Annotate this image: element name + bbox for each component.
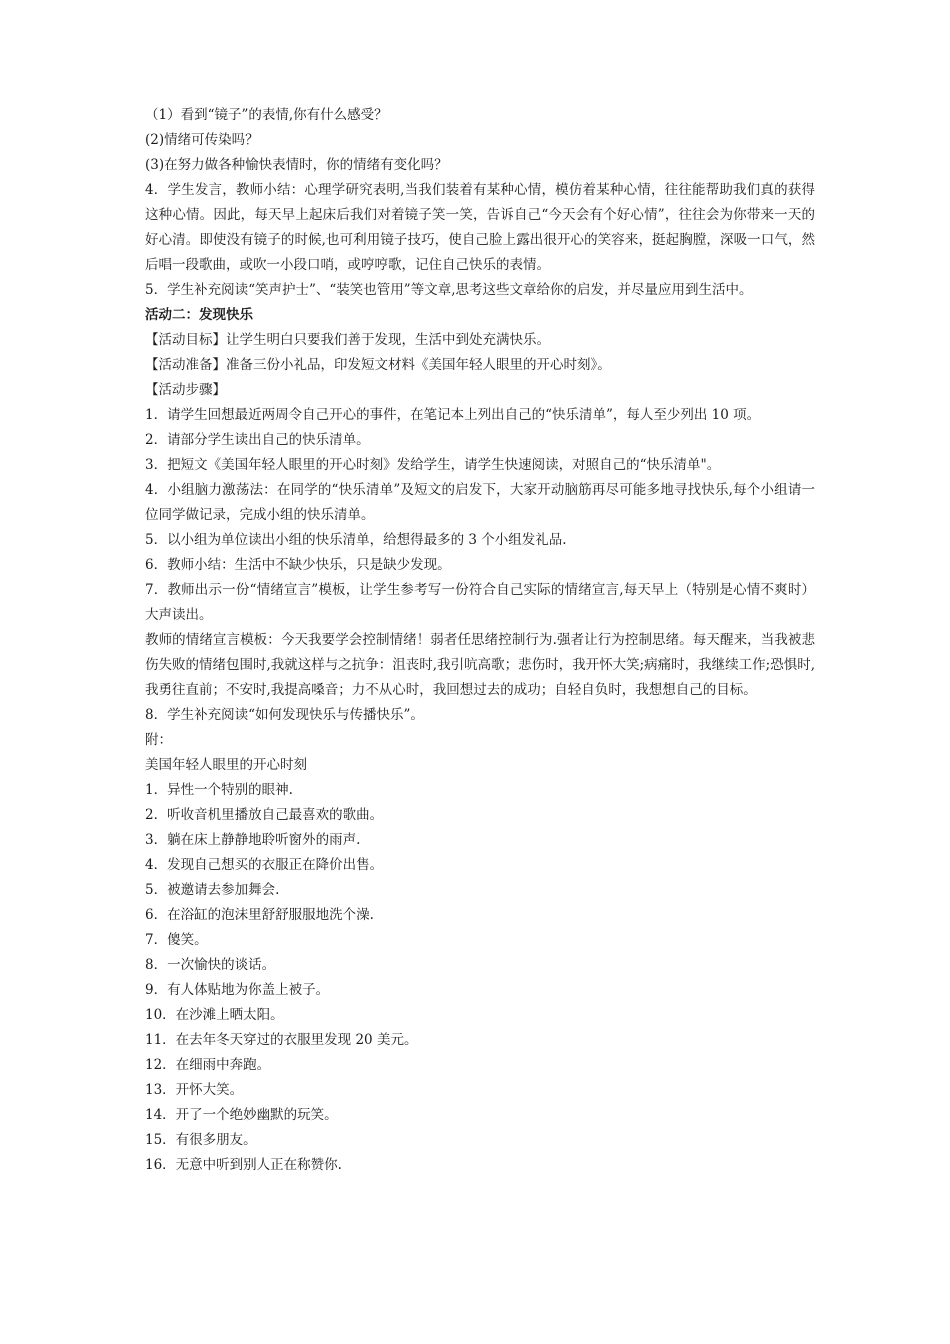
list-item: 12．在细雨中奔跑。 xyxy=(145,1057,271,1073)
list-item: 9．有人体贴地为你盖上被子。 xyxy=(145,982,330,998)
step-line: 1．请学生回想最近两周令自己开心的事件，在笔记本上列出自己的“快乐清单”，每人至少列出 10 项。 xyxy=(145,407,761,423)
question-line: （1）看到“镜子”的表情,你有什么感受？ xyxy=(145,107,388,123)
activity-steps-heading: 【活动步骤】 xyxy=(145,382,226,398)
step-paragraph: 4．小组脑力激荡法：在同学的“快乐清单”及短文的启发下，大家开动脑筋再尽可能多地寻找快乐,每个小组请一位同学做记录，完成小组的快乐清单。 xyxy=(145,482,815,523)
step-paragraph: 7．教师出示一份“情绪宣言”模板，让学生参考写一份符合自己实际的情绪宣言,每天早上（特别是心情不爽时）大声读出。 xyxy=(145,582,815,623)
list-item: 15．有很多朋友。 xyxy=(145,1132,257,1148)
list-item: 11．在去年冬天穿过的衣服里发现 20 美元。 xyxy=(145,1032,418,1048)
appendix-list xyxy=(145,778,815,1178)
step5-line: 5．学生补充阅读“笑声护士”、“装笑也管用”等文章,思考这些文章给你的启发，并尽量应用到生活中。 xyxy=(145,282,753,298)
list-item: 6．在浴缸的泡沫里舒舒服服地洗个澡. xyxy=(145,907,374,923)
template-paragraph: 教师的情绪宣言模板：今天我要学会控制情绪！弱者任思绪控制行为.强者让行为控制思绪。每天醒来，当我被悲伤失败的情绪包围时,我就这样与之抗争：沮丧时,我引吭高歌；悲伤时，我开怀大笑;病痛时，我继续工作;恐惧时,我勇往直前；不安时,我提高嗓音；力不从心时，我回想过去的成功；自轻自负时，我想想自己的目标。 xyxy=(145,632,815,698)
activity2-heading: 活动二：发现快乐 xyxy=(145,307,253,323)
step-line: 3．把短文《美国年轻人眼里的开心时刻》发给学生，请学生快速阅读，对照自己的“快乐清单"。 xyxy=(145,457,721,473)
appendix-label: 附： xyxy=(145,732,172,748)
activity-prep: 【活动准备】准备三份小礼品，印发短文材料《美国年轻人眼里的开心时刻》。 xyxy=(145,357,611,373)
list-item: 14．开了一个绝妙幽默的玩笑。 xyxy=(145,1107,338,1123)
list-item: 1．异性一个特别的眼神. xyxy=(145,782,293,798)
step4-paragraph: 4．学生发言，教师小结：心理学研究表明,当我们装着有某种心情，模仿着某种心情，往往能帮助我们真的获得这种心情。因此，每天早上起床后我们对着镜子笑一笑，告诉自己“今天会有个好心情”，往往会为你带来一天的好心清。即使没有镜子的时候,也可利用镜子技巧，使自己脸上露出很开心的笑容来，挺起胸膛，深吸一口气，然后唱一段歌曲，或吹一小段口哨，或哼哼歌，记住自己快乐的表情。 xyxy=(145,182,815,273)
step8-line: 8．学生补充阅读“如何发现快乐与传播快乐”。 xyxy=(145,707,424,723)
list-item: 3．躺在床上静静地聆听窗外的雨声. xyxy=(145,832,361,848)
question-line: (2)情绪可传染吗？ xyxy=(145,132,259,148)
step-line: 5．以小组为单位读出小组的快乐清单，给想得最多的 3 个小组发礼品. xyxy=(145,532,567,548)
activity-goal: 【活动目标】让学生明白只要我们善于发现，生活中到处充满快乐。 xyxy=(145,332,550,348)
list-item: 4．发现自己想买的衣服正在降价出售。 xyxy=(145,857,384,873)
step-line: 2．请部分学生读出自己的快乐清单。 xyxy=(145,432,370,448)
list-item: 7．傻笑。 xyxy=(145,932,208,948)
list-item: 13．开怀大笑。 xyxy=(145,1082,244,1098)
list-item: 10．在沙滩上晒太阳。 xyxy=(145,1007,284,1023)
document-page xyxy=(145,103,815,1178)
list-item: 2．听收音机里播放自己最喜欢的歌曲。 xyxy=(145,807,384,823)
list-item: 16．无意中听到别人正在称赞你. xyxy=(145,1157,342,1173)
appendix-title: 美国年轻人眼里的开心时刻 xyxy=(145,757,307,773)
step-line: 6．教师小结：生活中不缺少快乐，只是缺少发现。 xyxy=(145,557,451,573)
question-line: (3)在努力做各种愉快表情时，你的情绪有变化吗？ xyxy=(145,157,448,173)
list-item: 5．被邀请去参加舞会. xyxy=(145,882,280,898)
list-item: 8．一次愉快的谈话。 xyxy=(145,957,276,973)
